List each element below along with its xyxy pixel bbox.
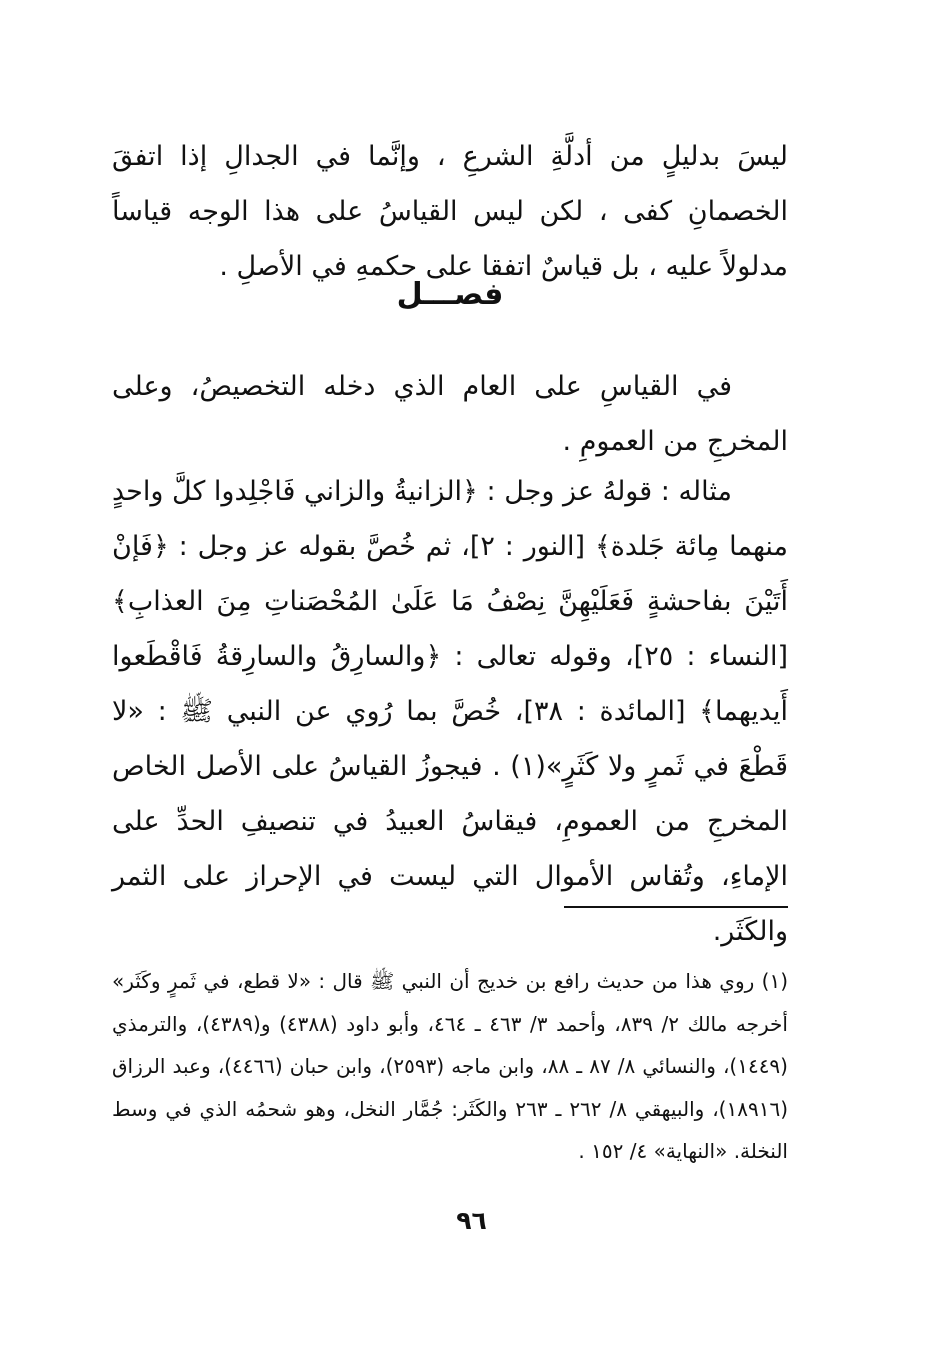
footnote-divider bbox=[564, 906, 788, 908]
section-heading: فصـــل bbox=[396, 277, 504, 312]
page-number: ٩٦ bbox=[456, 1206, 487, 1235]
section-intro-paragraph: في القياسِ على العام الذي دخله التخصيصُ، وعلى المخرجِ من العمومِ . bbox=[112, 371, 788, 457]
footnote: (١) روي هذا من حديث رافع بن خديج أن النبي ﷺ قال : «لا قطع، في ثَمرٍ وكَثَر» أخرجه مالك ٢/ ٨٣٩، وأحمد ٣/ ٤٦٣ ـ ٤٦٤، وأبو داود (٤٣٨٨) و(٤٣٨٩)، والترمذي (١٤٤٩)، والنسائي ٨/ ٨٧ ـ ٨٨، وابن ماجه (٢٥٩٣)، وابن حبان (٤٤٦٦)، وعبد الرزاق (١٨٩١٦)، والبيهقي ٨/ ٢٦٢ ـ ٢٦٣ والكَثَر: جُمَّار النخل، وهو شحمُه الذي في وسط النخلة. «النهاية» ٤/ ١٥٢ . bbox=[112, 969, 788, 1163]
paragraph-continuation: ليسَ بدليلٍ من أدلَّةِ الشرعِ ، وإنَّما في الجدالِ إذا اتفقَ الخصمانِ كفى ، لكن ليس القياسُ على هذا الوجه قياساً مدلولاً عليه ، بل قياسٌ اتفقا على حكمهِ في الأصلِ . bbox=[112, 141, 788, 282]
example-paragraph: مثاله : قولهُ عز وجل : ﴿الزانيةُ والزاني فَاجْلِدوا كلَّ واحدٍ منهما مِائة جَلدة﴾ [النور : ٢]، ثم خُصَّ بقوله عز وجل : ﴿فَإنْ أَتَيْنَ بفاحشةٍ فَعَلَيْهِنَّ نِصْفُ مَا عَلَىٰ المُحْصَناتِ مِنَ العذابِ﴾ [النساء : ٢٥]، وقوله تعالى : ﴿والسارِقُ والسارِقةُ فَاقْطَعوا أَيديهما﴾ [المائدة : ٣٨]، خُصَّ بما رُوي عن النبي ﷺ : «لا قَطْعَ في ثَمرٍ ولا كَثَرٍ»(١) . فيجوزُ القياسُ على الأصل الخاص المخرجِ من العمومِ، فيقاسُ العبيدُ في تنصيفِ الحدِّ على الإماءِ، وتُقاس الأموال التي ليست في الإحراز على الثمر والكَثَر. bbox=[112, 476, 789, 947]
